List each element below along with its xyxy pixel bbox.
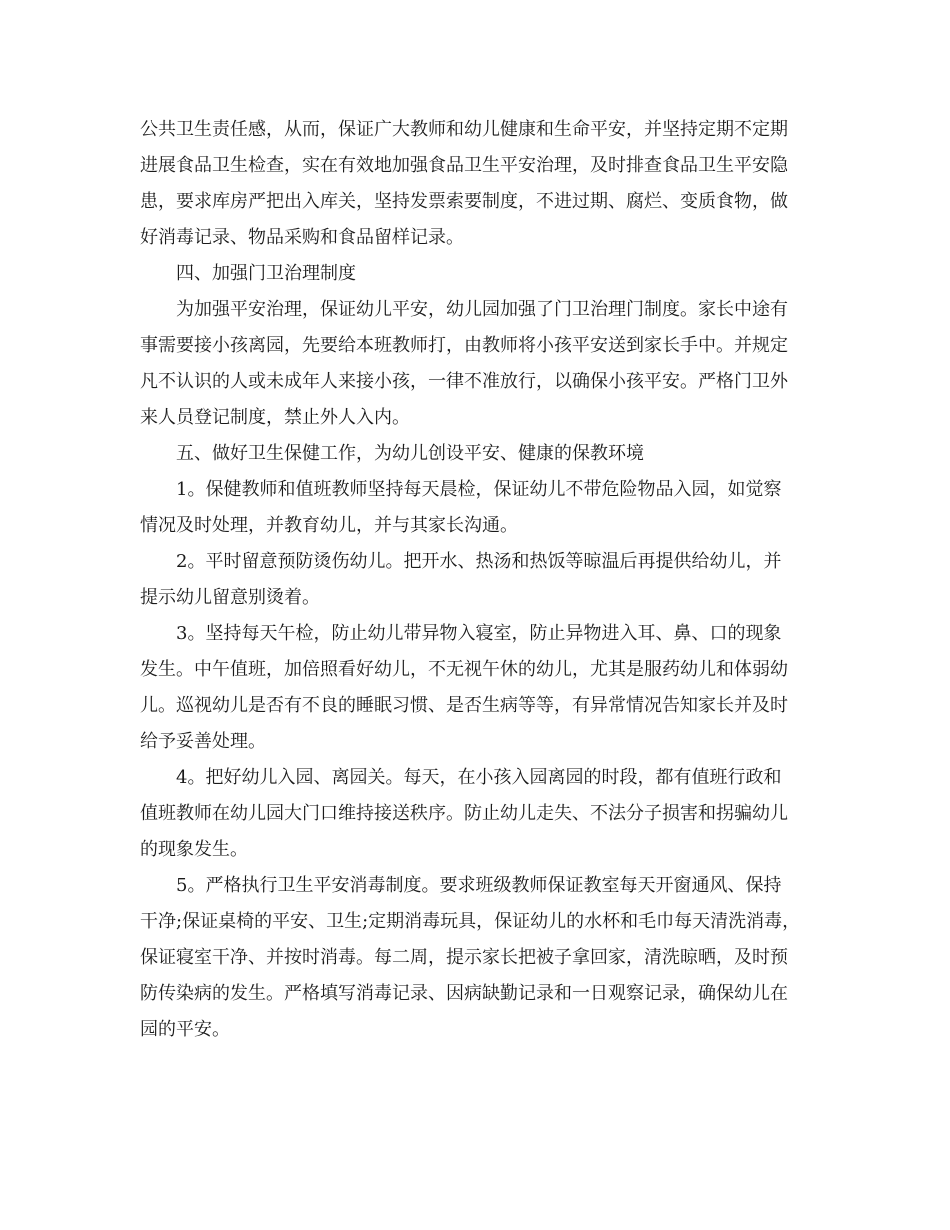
text-line: 为加强平安治理，保证幼儿平安，幼儿园加强了门卫治理门制度。家长中途有 <box>176 299 788 320</box>
text-line: 凡不认识的人或未成年人来接小孩，一律不准放行，以确保小孩平安。严格门卫外 <box>140 371 788 392</box>
text-line: 保证寝室干净、并按时消毒。每二周，提示家长把被子拿回家，清洗晾晒，及时预 <box>140 947 788 968</box>
text-line: 4。把好幼儿入园、离园关。每天，在小孩入园离园的时段，都有值班行政和 <box>176 767 782 788</box>
text-line: 2。平时留意预防烫伤幼儿。把开水、热汤和热饭等晾温后再提供给幼儿，并 <box>176 551 782 572</box>
text-line: 进展食品卫生检查，实在有效地加强食品卫生平安治理，及时排查食品卫生平安隐 <box>140 155 788 176</box>
text-line: 的现象发生。 <box>140 839 248 860</box>
text-line: 给予妥善处理。 <box>140 731 266 752</box>
text-line: 儿。巡视幼儿是否有不良的睡眠习惯、是否生病等等，有异常情况告知家长并及时 <box>140 695 788 716</box>
text-line: 值班教师在幼儿园大门口维持接送秩序。防止幼儿走失、不法分子损害和拐骗幼儿 <box>140 803 788 824</box>
text-line: 发生。中午值班，加倍照看好幼儿，不无视午休的幼儿，尤其是服药幼儿和体弱幼 <box>140 659 788 680</box>
text-line: 患，要求库房严把出入库关，坚持发票索要制度，不进过期、腐烂、变质食物，做 <box>140 191 788 212</box>
text-line: 提示幼儿留意别烫着。 <box>140 587 320 608</box>
text-line: 四、加强门卫治理制度 <box>176 263 356 284</box>
text-line: 干净;保证桌椅的平安、卫生;定期消毒玩具，保证幼儿的水杯和毛巾每天清洗消毒， <box>140 911 801 932</box>
text-line: 园的平安。 <box>140 1019 230 1040</box>
text-line: 防传染病的发生。严格填写消毒记录、因病缺勤记录和一日观察记录，确保幼儿在 <box>140 983 788 1004</box>
text-line: 3。坚持每天午检，防止幼儿带异物入寝室，防止异物进入耳、鼻、口的现象 <box>176 623 782 644</box>
text-line: 好消毒记录、物品采购和食品留样记录。 <box>140 227 464 248</box>
text-line: 公共卫生责任感，从而，保证广大教师和幼儿健康和生命平安，并坚持定期不定期 <box>140 119 788 140</box>
text-line: 来人员登记制度，禁止外人入内。 <box>140 407 410 428</box>
text-line: 情况及时处理，并教育幼儿，并与其家长沟通。 <box>140 515 518 536</box>
text-line: 事需要接小孩离园，先要给本班教师打，由教师将小孩平安送到家长手中。并规定 <box>140 335 788 356</box>
text-line: 五、做好卫生保健工作，为幼儿创设平安、健康的保教环境 <box>176 443 644 464</box>
text-line: 5。严格执行卫生平安消毒制度。要求班级教师保证教室每天开窗通风、保持 <box>176 875 782 896</box>
text-line: 1。保健教师和值班教师坚持每天晨检，保证幼儿不带危险物品入园，如觉察 <box>176 479 782 500</box>
document-body <box>140 112 820 1048</box>
